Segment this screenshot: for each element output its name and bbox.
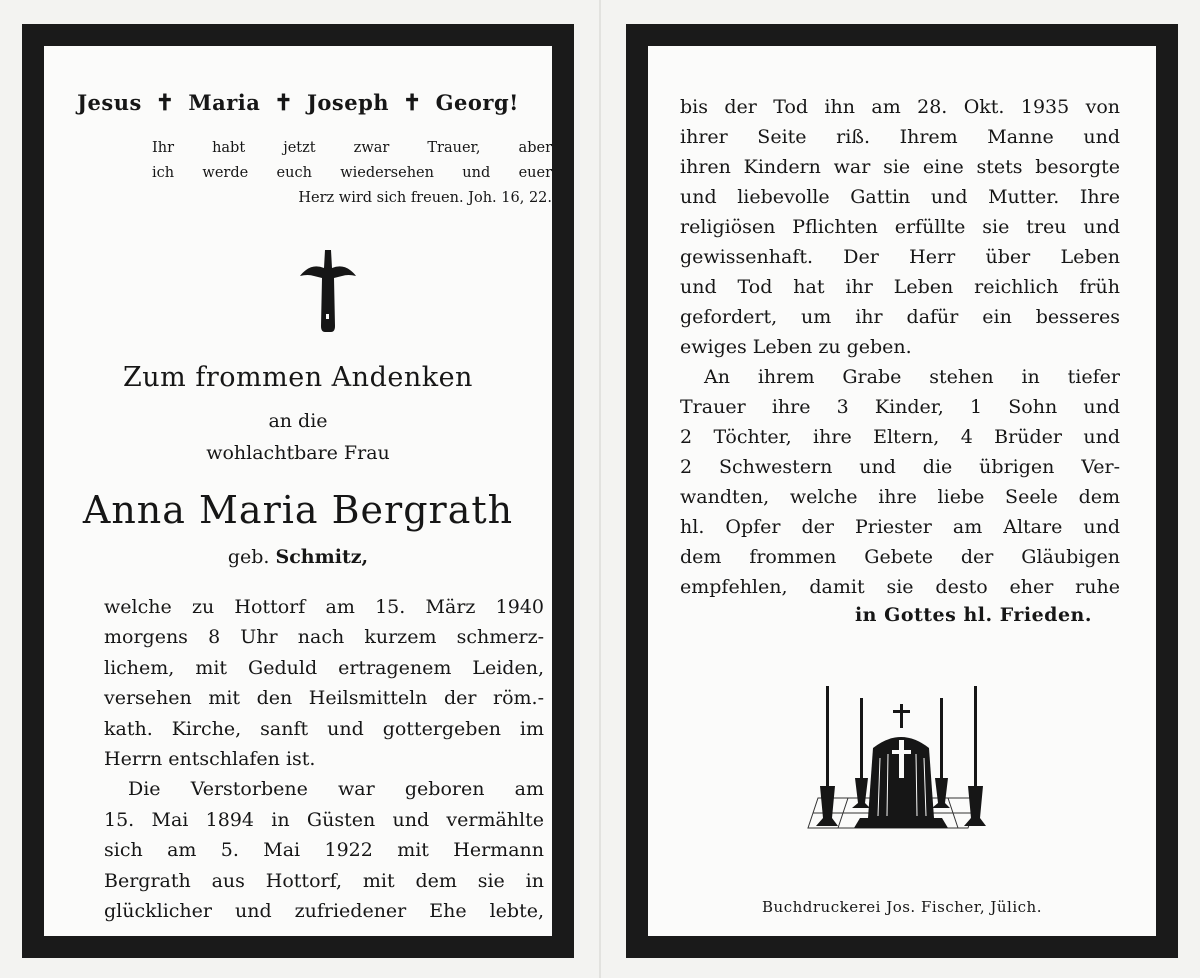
maiden-surname: Schmitz, (275, 546, 369, 568)
text-line: Bergrath aus Hottorf, mit dem sie in (104, 869, 544, 892)
text-line: wandten, welche ihre liebe Seele dem (680, 486, 1120, 508)
text-line: gefordert, um ihr dafür ein besseres (680, 306, 1120, 328)
text-line: welche zu Hottorf am 15. März 1940 (104, 596, 544, 618)
right-page-frame (626, 24, 1178, 958)
heading-sub: an die (268, 410, 328, 432)
text-line: lichem, mit Geduld ertragenem Leiden, (104, 656, 544, 679)
quote-line: Herz wird sich freuen. Joh. 16, 22. (298, 190, 552, 206)
maiden-name (44, 546, 552, 568)
cross-icon (298, 246, 358, 336)
text-line: religiösen Pflichten erfüllte sie treu und (680, 216, 1120, 238)
bible-quote (152, 136, 552, 211)
invocation-word: Joseph (306, 90, 390, 115)
text-line: ihren Kindern war sie eine stets besorgte (680, 156, 1120, 178)
text-line: An ihrem Grabe stehen in tiefer (704, 366, 1120, 388)
text-line: 15. Mai 1894 in Güsten und vermählte (104, 808, 544, 831)
printer-credit: Buchdruckerei Jos. Fischer, Jülich. (762, 898, 1042, 916)
deceased-name: Anna Maria Bergrath (82, 488, 514, 532)
heading-sub: wohlachtbare Frau (206, 442, 390, 464)
text-line: dem frommen Gebete der Gläubigen (680, 546, 1120, 568)
text-line: hl. Opfer der Priester am Altare und (680, 516, 1120, 538)
invocation (44, 90, 552, 116)
text-line: versehen mit den Heilsmitteln der röm.- (104, 687, 544, 710)
text-line: sich am 5. Mai 1922 mit Hermann (104, 839, 544, 862)
left-page-frame (22, 24, 574, 958)
right-page (648, 46, 1156, 936)
text-line: glücklicher und zufriedener Ehe lebte, (104, 900, 544, 923)
text-line: Trauer ihre 3 Kinder, 1 Sohn und (680, 396, 1120, 418)
left-body-text (104, 592, 544, 926)
quote-line: Ihr habt jetzt zwar Trauer, aber (152, 140, 552, 156)
invocation-word: Maria (188, 90, 261, 115)
cross-icon: ✝ (155, 90, 175, 116)
text-line: gewissenhaft. Der Herr über Leben (680, 246, 1120, 268)
cross-icon: ✝ (402, 90, 422, 116)
left-page (44, 46, 552, 936)
text-line: 2 Töchter, ihre Eltern, 4 Brüder und (680, 426, 1120, 448)
text-line: ihrer Seite riß. Ihrem Manne und (680, 126, 1120, 148)
text-line: Herrn entschlafen ist. (104, 748, 316, 771)
text-line: 2 Schwestern und die übrigen Ver- (680, 456, 1120, 478)
invocation-word: Jesus (77, 90, 142, 115)
text-line: und Tod hat ihr Leben reichlich früh (680, 276, 1120, 298)
invocation-word: Georg! (435, 90, 519, 115)
fold-line (599, 0, 601, 978)
text-line: kath. Kirche, sanft und gottergeben im (104, 717, 544, 740)
text-line: Die Verstorbene war geboren am (128, 778, 544, 801)
maiden-prefix: geb. (227, 546, 270, 568)
quote-line: ich werde euch wiedersehen und euer (152, 165, 552, 181)
cross-icon: ✝ (274, 90, 294, 116)
altar-illustration (798, 678, 998, 838)
text-line: empfehlen, damit sie desto eher ruhe (680, 576, 1120, 598)
right-body-text (680, 92, 1120, 602)
text-line: ewiges Leben zu geben. (680, 336, 912, 358)
closing-line: in Gottes hl. Frieden. (854, 604, 1092, 626)
text-line: bis der Tod ihn am 28. Okt. 1935 von (680, 96, 1120, 118)
memorial-heading: Zum frommen Andenken (123, 362, 473, 393)
text-line: und liebevolle Gattin und Mutter. Ihre (680, 186, 1120, 208)
text-line: morgens 8 Uhr nach kurzem schmerz- (104, 626, 544, 649)
